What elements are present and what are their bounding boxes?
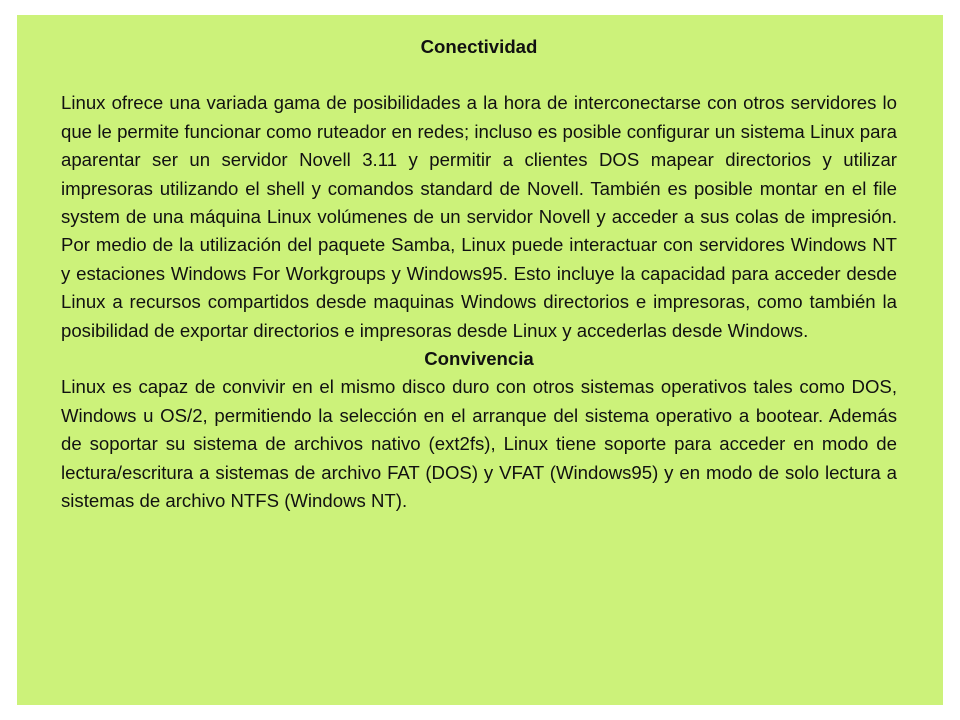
slide-content <box>61 33 897 516</box>
section-title-conectividad: Conectividad <box>420 36 538 57</box>
section-body-convivencia: Linux es capaz de convivir en el mismo disco duro con otros sistemas operativos tales como DOS, Windows u OS/2, permitiendo la selección en el arranque del sistema operativo a bootear. Además de soportar su sistema de archivos nativo (ext2fs), Linux tiene soporte para acceder en modo de lectura/escritura a sistemas de archivo FAT (DOS) y VFAT (Windows95) y en modo de solo lectura a sistemas de archivo NTFS (Windows NT). <box>61 376 897 512</box>
spacer <box>61 61 897 89</box>
section-body-conectividad: Linux ofrece una variada gama de posibilidades a la hora de interconectarse con otros servidores lo que le permite funcionar como ruteador en redes; incluso es posible configurar un sistema Linux para aparentar ser un servidor Novell 3.11 y permitir a clientes DOS mapear directorios y utilizar impresoras utilizando el shell y comandos standard de Novell. También es posible montar en el file system de una máquina Linux volúmenes de un servidor Novell y acceder a sus colas de impresión. Por medio de la utilización del paquete Samba, Linux puede interactuar con servidores Windows NT y estaciones Windows For Workgroups y Windows95. Esto incluye la capacidad para acceder desde Linux a recursos compartidos desde maquinas Windows directorios e impresoras, como también la posibilidad de exportar directorios e impresoras desde Linux y accederlas desde Windows. <box>61 92 897 341</box>
slide-panel <box>17 15 943 705</box>
section-title-convivencia: Convivencia <box>424 348 534 370</box>
